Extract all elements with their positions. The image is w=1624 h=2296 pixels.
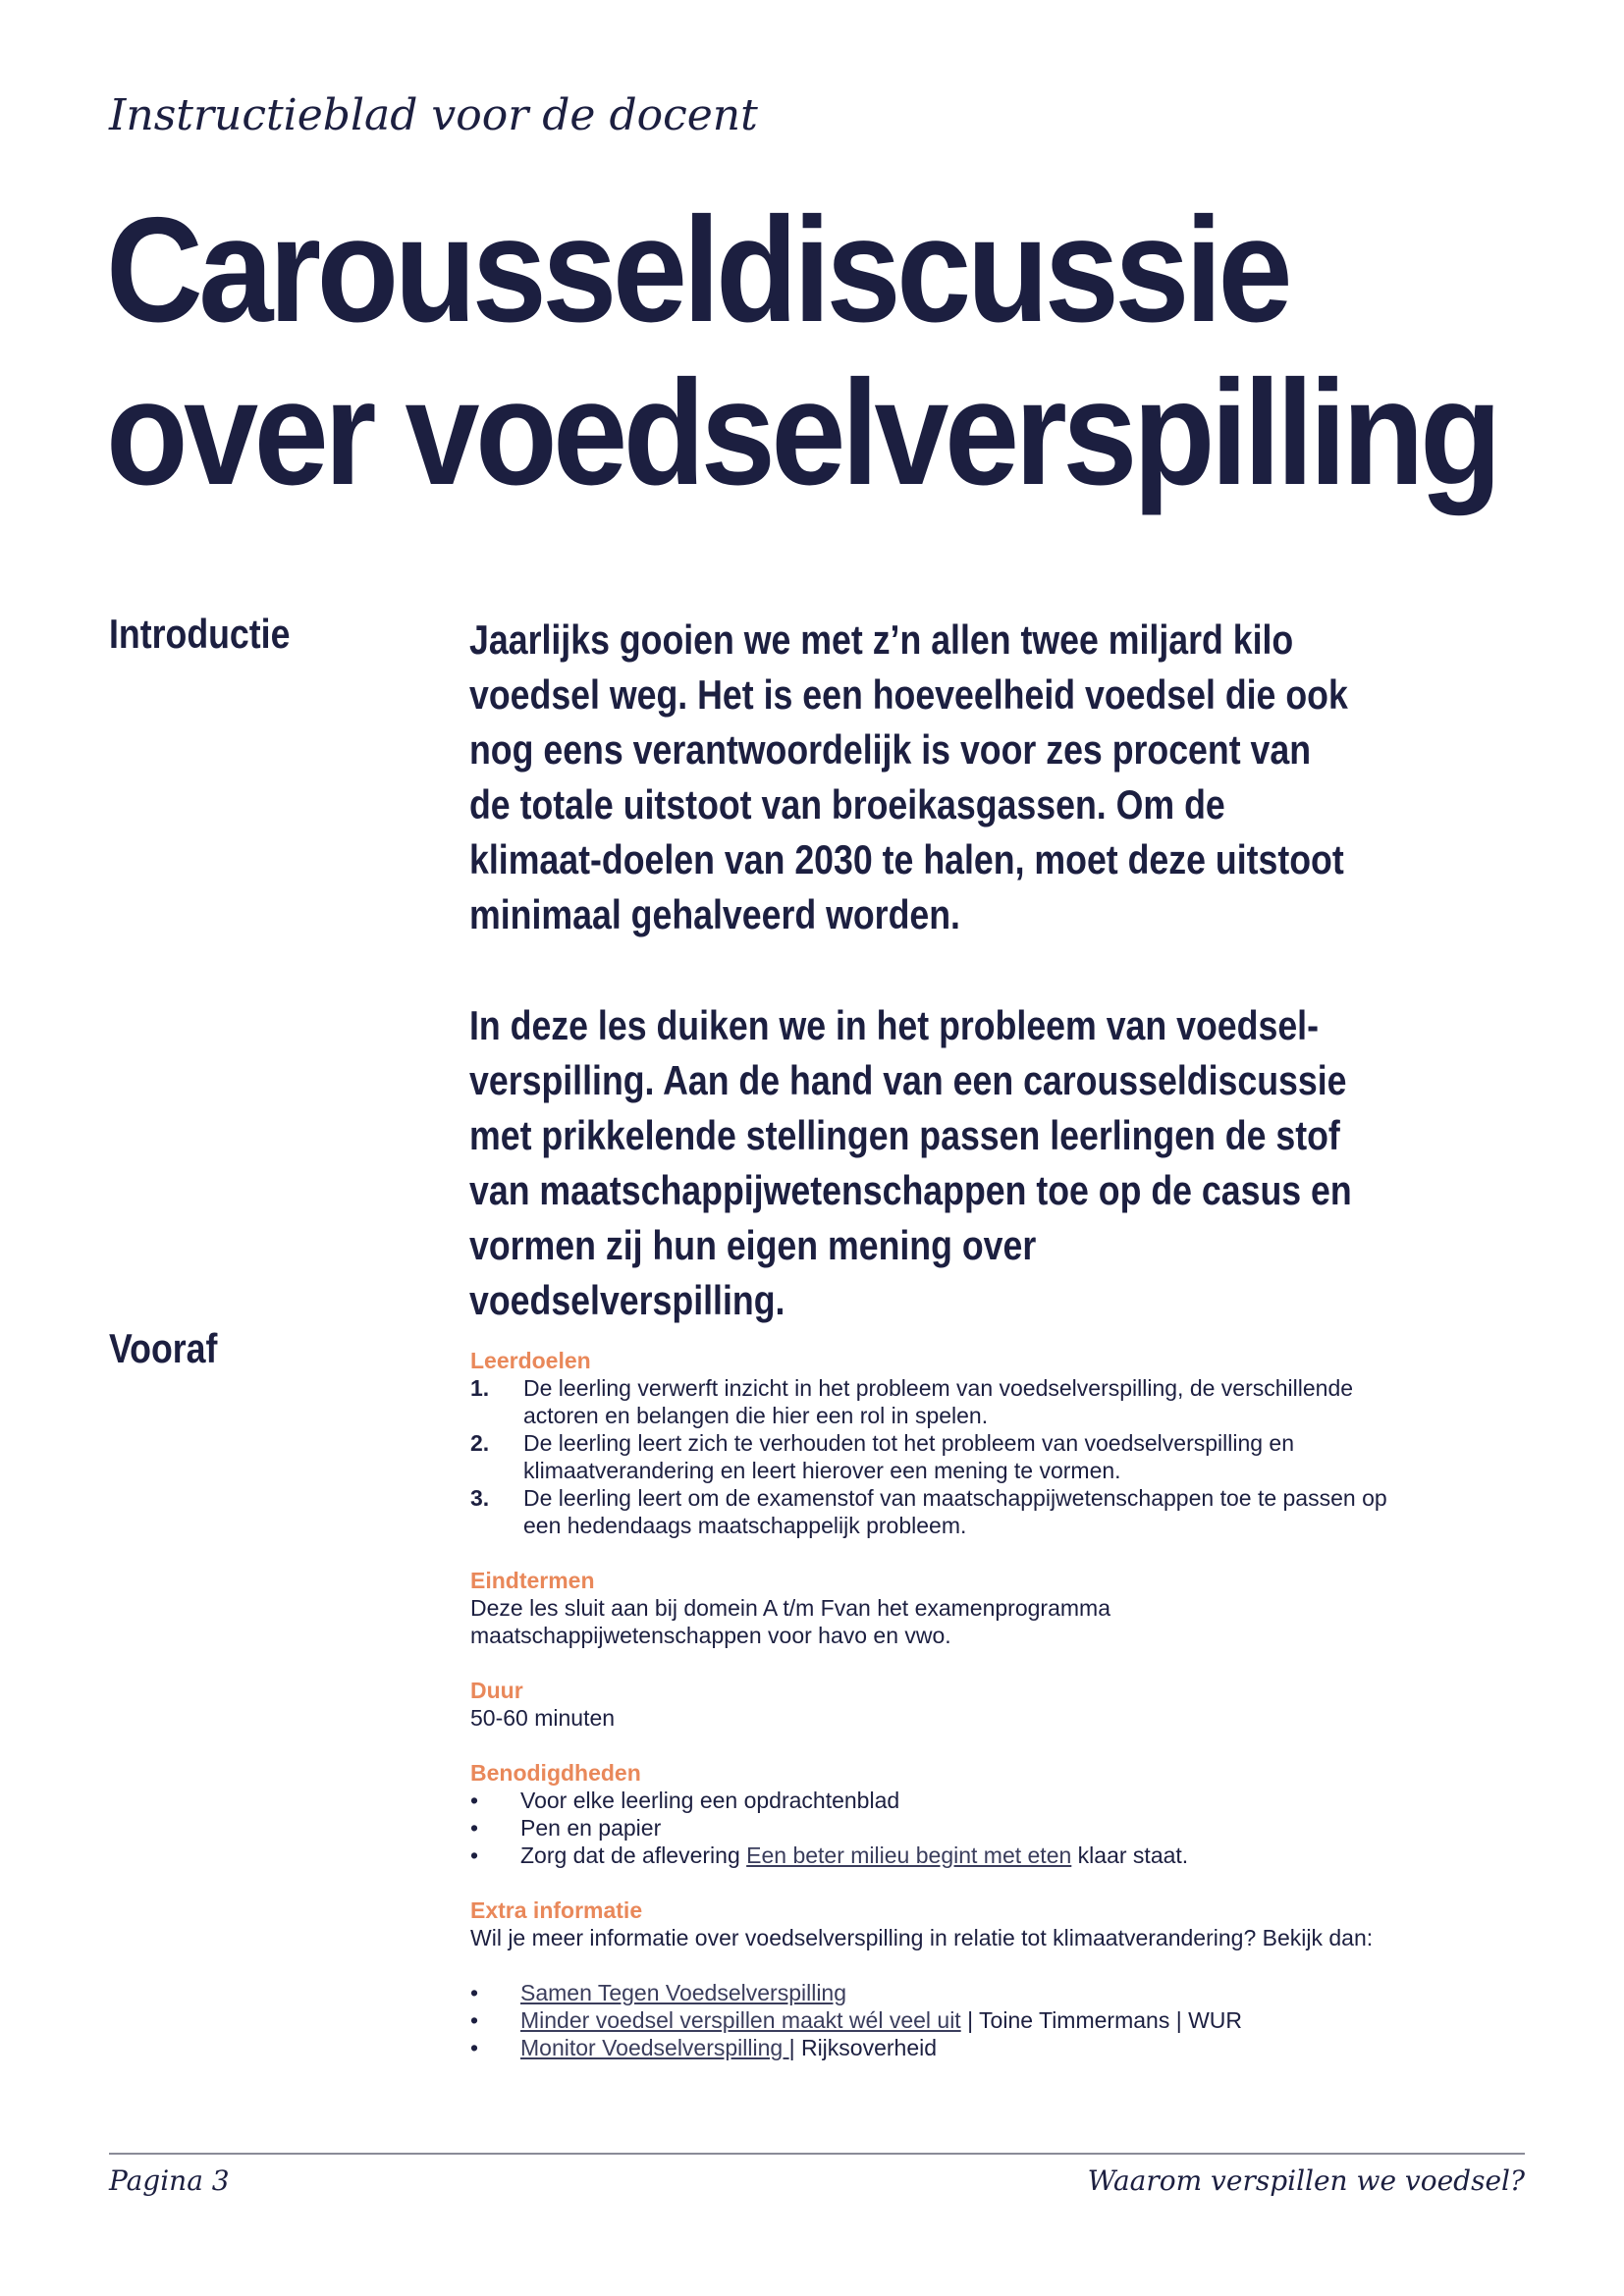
duur-block <box>470 1677 1403 1732</box>
bullet: • <box>470 2035 479 2060</box>
list-item <box>470 1374 1403 1429</box>
benodigdheden-block <box>470 1759 1403 1869</box>
eindtermen-heading: Eindtermen <box>470 1568 595 1593</box>
leerdoelen-block <box>470 1347 1403 1539</box>
list-item-text: Zorg dat de aflevering <box>520 1842 747 1868</box>
monitor-voedselverspilling-link[interactable]: Monitor Voedselverspilling <box>520 2035 789 2060</box>
list-item <box>470 1842 1403 1869</box>
list-item <box>470 1787 1403 1814</box>
page-title-line-2: over voedselverspilling <box>106 349 1498 516</box>
leerdoelen-heading: Leerdoelen <box>470 1348 591 1373</box>
section-label-vooraf: Vooraf <box>109 1325 218 1371</box>
bullet: • <box>470 1788 479 1813</box>
aflevering-link[interactable]: Een beter milieu begint met eten <box>746 1842 1072 1868</box>
document-kicker: Instructieblad voor de docent <box>109 90 758 140</box>
minder-voedsel-verspillen-link[interactable]: Minder voedsel verspillen maakt wél veel uit <box>520 2007 961 2033</box>
list-item-text: Pen en papier <box>520 1815 662 1841</box>
footer-document-title: Waarom verspillen we voedsel? <box>1087 2164 1525 2197</box>
extra-informatie-block <box>470 1896 1403 2061</box>
link-source-text: | Rijksoverheid <box>788 2035 938 2060</box>
extra-informatie-heading: Extra informatie <box>470 1897 643 1923</box>
bullet: • <box>470 1842 479 1868</box>
leerdoelen-list <box>470 1374 1403 1539</box>
samen-tegen-voedselverspilling-link[interactable]: Samen Tegen Voedselverspilling <box>520 1980 847 2005</box>
list-item <box>470 2034 1403 2061</box>
eindtermen-text: Deze les sluit aan bij domein A t/m Fvan het examenprogramma maatschappijwetenschappen voor havo en vwo. <box>470 1595 1110 1648</box>
duur-text: 50-60 minuten <box>470 1705 616 1731</box>
list-item <box>470 1484 1403 1539</box>
page-title-line-1: Carousseldiscussie <box>106 187 1289 353</box>
list-item <box>470 2006 1403 2034</box>
list-item-text: De leerling leert zich te verhouden tot het probleem van voedselverspilling en klimaatverandering en leert hierover een mening te vormen. <box>523 1430 1295 1483</box>
benodigdheden-list <box>470 1787 1403 1869</box>
intro-paragraph-1: Jaarlijks gooien we met z’n allen twee miljard kilo voedsel weg. Het is een hoeveelheid voedsel die ook nog eens verantwoordelijk is voor zes procent van de totale uitstoot van broeikasgassen. Om de klimaat-doelen van 2030 te halen, moet deze uitstoot minimaal gehalveerd worden. <box>469 616 1348 937</box>
list-item <box>470 1814 1403 1842</box>
extra-informatie-text: Wil je meer informatie over voedselverspilling in relatie tot klimaatverandering? Bekijk dan: <box>470 1925 1374 1950</box>
footer-divider <box>109 2153 1525 2155</box>
extra-links-list <box>470 1979 1403 2061</box>
bullet: • <box>470 2007 479 2033</box>
duur-heading: Duur <box>470 1678 523 1703</box>
intro-section <box>469 613 1354 1384</box>
section-label-introductie: Introductie <box>109 611 291 657</box>
list-number: 2. <box>470 1430 490 1456</box>
page-title <box>106 188 1497 514</box>
list-item-text: De leerling leert om de examenstof van maatschappijwetenschappen toe te passen op een hedendaags maatschappelijk probleem. <box>523 1485 1387 1538</box>
list-item-text: Voor elke leerling een opdrachtenblad <box>520 1788 900 1813</box>
list-item-text: klaar staat. <box>1071 1842 1189 1868</box>
link-source-text: | Toine Timmermans | WUR <box>960 2007 1243 2033</box>
intro-paragraph-2: In deze les duiken we in het probleem van voedsel-verspilling. Aan de hand van een carousseldiscussie met prikkelende stellingen passen leerlingen de stof van maatschappijwetenschappen toe op de casus en vormen zij hun eigen mening over voedselverspilling. <box>469 1002 1352 1323</box>
list-item <box>470 1979 1403 2006</box>
benodigdheden-heading: Benodigdheden <box>470 1760 641 1786</box>
footer-page-number: Pagina 3 <box>109 2164 230 2197</box>
list-number: 1. <box>470 1375 490 1401</box>
eindtermen-block <box>470 1567 1403 1649</box>
list-item-text: De leerling verwerft inzicht in het probleem van voedselverspilling, de verschillende actoren en belangen die hier een rol in spelen. <box>523 1375 1354 1428</box>
list-number: 3. <box>470 1485 490 1511</box>
list-item <box>470 1429 1403 1484</box>
vooraf-section <box>470 1347 1403 2089</box>
bullet: • <box>470 1980 479 2005</box>
bullet: • <box>470 1815 479 1841</box>
